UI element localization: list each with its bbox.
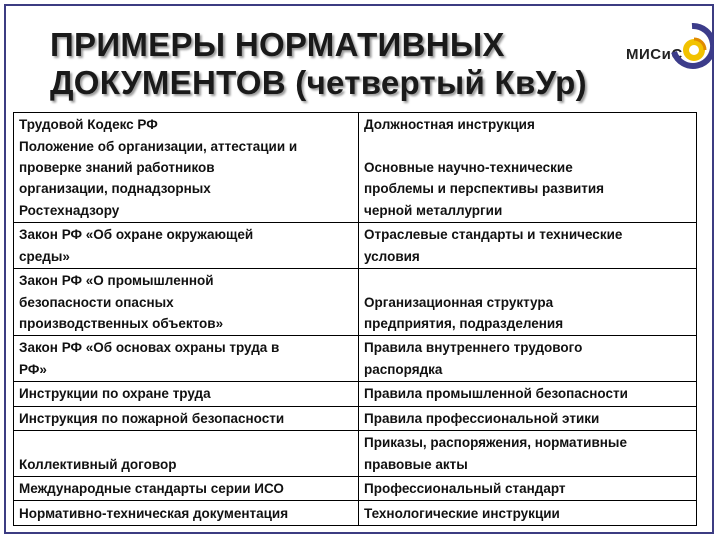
table-cell-right [359, 406, 697, 430]
cell-text-line: организации, поднадзорных [19, 181, 211, 197]
table-cell-left [14, 336, 359, 382]
table-cell-left [14, 431, 359, 477]
table-cell-right [359, 223, 697, 269]
cell-text-line: Инструкция по пожарной безопасности [19, 410, 285, 426]
cell-text-line: РФ» [19, 361, 47, 377]
cell-text-line: Правила промышленной безопасности [364, 386, 628, 402]
cell-text-line: Положение об организации, аттестации и [19, 138, 298, 154]
table-cell-left [14, 501, 359, 526]
table-cell-right [359, 431, 697, 477]
cell-text-line: Ростехнадзору [19, 202, 120, 218]
cell-text-line: Приказы, распоряжения, нормативные [364, 435, 627, 451]
table-cell-right [359, 336, 697, 382]
cell-text-line [364, 136, 691, 157]
cell-text-line: Должностная инструкция [364, 117, 535, 133]
cell-text-line: Правила профессиональной этики [364, 410, 600, 426]
table-row [14, 406, 697, 430]
cell-text-line: правовые акты [364, 456, 468, 472]
cell-text-line: Инструкции по охране труда [19, 386, 211, 402]
table-cell-right [359, 382, 697, 406]
table-cell-right [359, 269, 697, 336]
cell-text-line: Технологические инструкции [364, 505, 560, 521]
cell-text-line: Организационная структура [364, 294, 554, 310]
table-row [14, 269, 697, 336]
title-line-1: ПРИМЕРЫ НОРМАТИВНЫХ [50, 26, 505, 63]
table-cell-left [14, 382, 359, 406]
table-row [14, 113, 697, 223]
table-row [14, 382, 697, 406]
cell-text-line: безопасности опасных [19, 294, 174, 310]
cell-text-line: предприятия, подразделения [364, 316, 564, 331]
table-cell-left [14, 406, 359, 430]
cell-text-line: среды» [19, 248, 70, 264]
table-cell-left [14, 477, 359, 501]
cell-text-line: проверке знаний работников [19, 159, 215, 175]
cell-text-line: Коллективный договор [19, 456, 177, 472]
cell-text-line: черной металлургии [364, 202, 503, 218]
table-row [14, 477, 697, 501]
table-cell-right [359, 113, 697, 223]
cell-text-line: Основные научно-технические [364, 159, 573, 175]
misis-logo [624, 22, 716, 82]
slide-title [50, 26, 587, 102]
cell-text-line: Трудовой Кодекс РФ [19, 117, 158, 133]
cell-text-line: условия [364, 248, 420, 264]
table-row [14, 336, 697, 382]
cell-text-line: Закон РФ «Об основах охраны труда в [19, 340, 280, 356]
table-cell-left [14, 113, 359, 223]
cell-text-line: Закон РФ «О промышленной [19, 273, 214, 289]
documents-table [13, 112, 697, 526]
table-row [14, 223, 697, 269]
table-cell-right [359, 477, 697, 501]
cell-text-line: производственных объектов» [19, 316, 224, 331]
table-cell-left [14, 223, 359, 269]
cell-text-line: Отраслевые стандарты и технические [364, 227, 623, 243]
logo-text: МИСиС [626, 46, 683, 63]
cell-text-line: Закон РФ «Об охране окружающей [19, 227, 254, 243]
cell-text-line: проблемы и перспективы развития [364, 181, 605, 197]
cell-text-line: Профессиональный стандарт [364, 481, 566, 497]
cell-text-line: распорядка [364, 361, 443, 377]
table-cell-left [14, 269, 359, 336]
table-cell-right [359, 501, 697, 526]
cell-text-line: Международные стандарты серии ИСО [19, 481, 284, 497]
title-line-2: ДОКУМЕНТОВ (четвертый КвУр) [50, 64, 587, 101]
cell-text-line: Правила внутреннего трудового [364, 340, 583, 356]
table-row [14, 501, 697, 526]
cell-text-line: Нормативно-техническая документация [19, 505, 289, 521]
logo-emblem-icon [670, 22, 714, 74]
table-row [14, 431, 697, 477]
